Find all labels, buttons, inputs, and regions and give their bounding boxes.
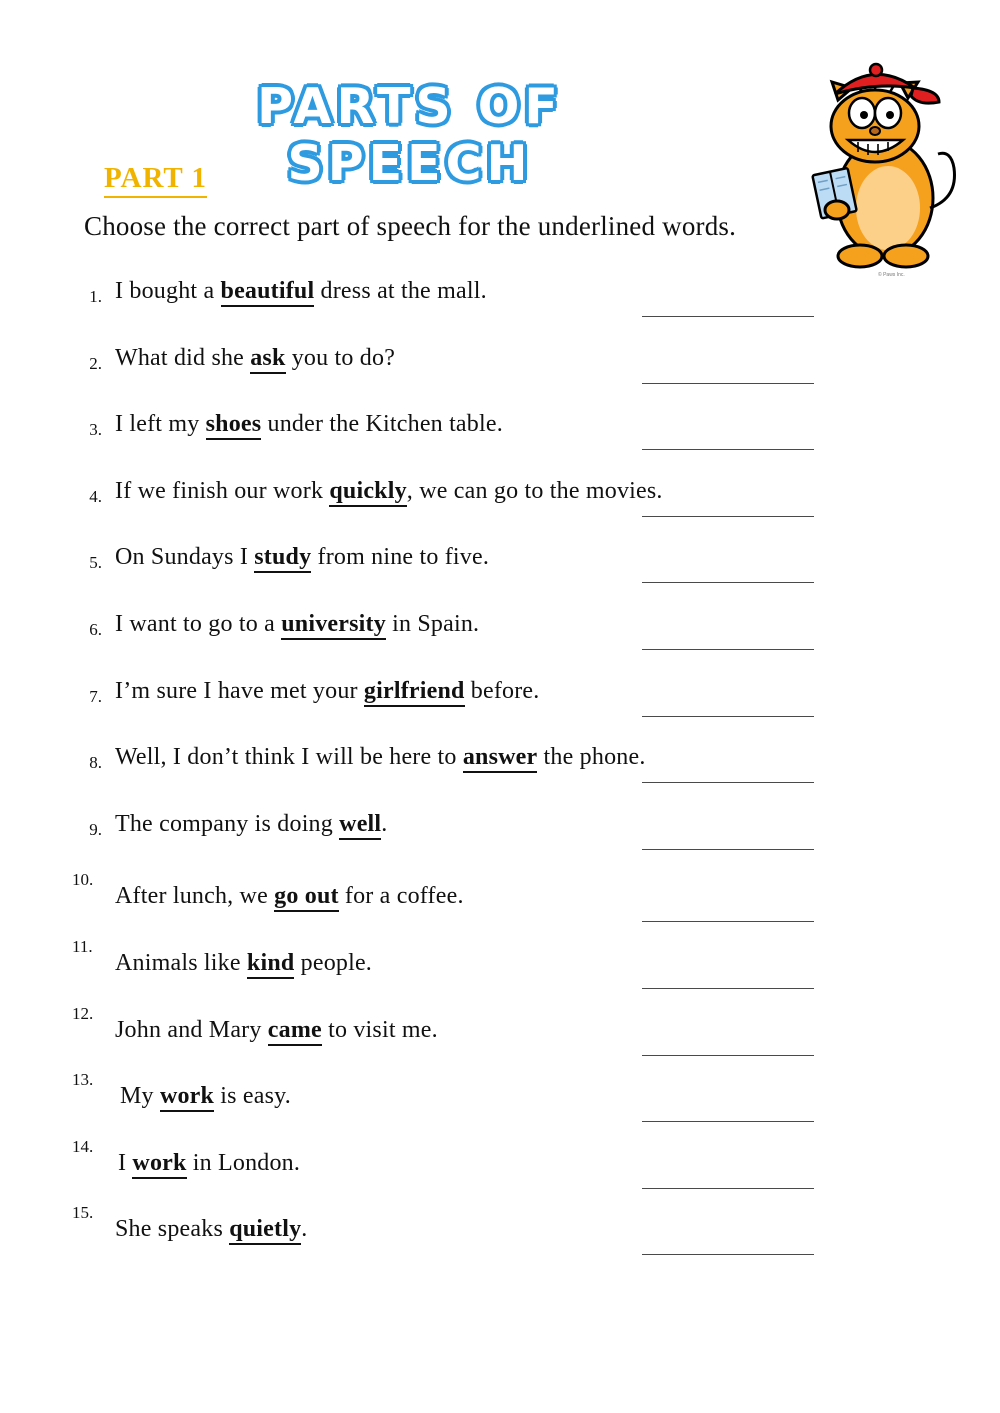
answer-blank[interactable] bbox=[642, 782, 814, 783]
question-text: If we finish our work quickly, we can go to the movies. bbox=[115, 478, 663, 505]
answer-blank[interactable] bbox=[642, 921, 814, 922]
underlined-word: shoes bbox=[206, 411, 262, 440]
question-number: 15. bbox=[72, 1203, 94, 1223]
underlined-word: answer bbox=[463, 744, 538, 773]
question-text: I left my shoes under the Kitchen table. bbox=[115, 411, 503, 438]
question-row bbox=[70, 345, 830, 412]
answer-blank[interactable] bbox=[642, 316, 814, 317]
answer-blank[interactable] bbox=[642, 1188, 814, 1189]
answer-blank[interactable] bbox=[642, 716, 814, 717]
underlined-word: work bbox=[160, 1083, 214, 1112]
question-number: 12. bbox=[72, 1003, 94, 1023]
question-row bbox=[70, 544, 830, 611]
underlined-word: well bbox=[339, 811, 381, 840]
question-row bbox=[70, 611, 830, 678]
answer-blank[interactable] bbox=[642, 582, 814, 583]
question-row bbox=[70, 870, 830, 944]
answer-blank[interactable] bbox=[642, 449, 814, 450]
questions-list bbox=[70, 278, 830, 1277]
question-number: 7. bbox=[89, 686, 102, 706]
question-row bbox=[70, 1003, 830, 1078]
question-text: She speaks quietly. bbox=[115, 1216, 307, 1243]
underlined-word: kind bbox=[247, 950, 295, 979]
underlined-word: work bbox=[132, 1150, 186, 1179]
question-text: I’m sure I have met your girlfriend before. bbox=[115, 678, 539, 705]
copyright-note: © Paws Inc. bbox=[878, 272, 905, 278]
question-text: Animals like kind people. bbox=[115, 950, 372, 977]
question-row bbox=[70, 1070, 830, 1144]
question-row bbox=[70, 278, 830, 345]
question-number: 9. bbox=[89, 819, 102, 839]
question-number: 14. bbox=[72, 1136, 94, 1156]
question-row bbox=[70, 1136, 830, 1211]
question-text: Well, I don’t think I will be here to answer the phone. bbox=[115, 744, 646, 771]
question-number: 3. bbox=[89, 420, 102, 440]
question-number: 10. bbox=[72, 870, 94, 890]
page-title: PARTS OF SPEECH bbox=[257, 78, 563, 192]
underlined-word: girlfriend bbox=[364, 678, 465, 707]
underlined-word: quickly bbox=[329, 478, 406, 507]
question-number: 6. bbox=[89, 619, 102, 639]
question-row bbox=[70, 744, 830, 811]
question-number: 2. bbox=[89, 353, 102, 373]
question-text: After lunch, we go out for a coffee. bbox=[115, 883, 464, 910]
question-number: 5. bbox=[89, 553, 102, 573]
question-text: On Sundays I study from nine to five. bbox=[115, 544, 489, 571]
answer-blank[interactable] bbox=[642, 988, 814, 989]
question-text: John and Mary came to visit me. bbox=[115, 1017, 438, 1044]
question-number: 1. bbox=[89, 287, 102, 306]
question-row bbox=[70, 411, 830, 478]
question-row bbox=[70, 678, 830, 745]
answer-blank[interactable] bbox=[642, 1121, 814, 1122]
question-text: What did she ask you to do? bbox=[115, 345, 395, 372]
answer-blank[interactable] bbox=[642, 1055, 814, 1056]
answer-blank[interactable] bbox=[642, 516, 814, 517]
answer-blank[interactable] bbox=[642, 649, 814, 650]
garfield-illustration bbox=[780, 58, 970, 288]
question-number: 8. bbox=[89, 753, 102, 773]
answer-blank[interactable] bbox=[642, 849, 814, 850]
question-row bbox=[70, 1203, 830, 1277]
question-row bbox=[70, 478, 830, 545]
question-row bbox=[70, 811, 830, 878]
question-number: 13. bbox=[72, 1070, 94, 1090]
underlined-word: quietly bbox=[229, 1216, 301, 1245]
question-text: I bought a beautiful dress at the mall. bbox=[115, 278, 487, 305]
question-text: My work is easy. bbox=[120, 1083, 291, 1110]
question-number: 4. bbox=[89, 486, 102, 506]
answer-blank[interactable] bbox=[642, 383, 814, 384]
underlined-word: ask bbox=[250, 345, 285, 374]
part-label: PART 1 bbox=[104, 162, 207, 198]
underlined-word: beautiful bbox=[221, 278, 315, 307]
underlined-word: go out bbox=[274, 883, 339, 912]
answer-blank[interactable] bbox=[642, 1254, 814, 1255]
question-text: I want to go to a university in Spain. bbox=[115, 611, 479, 638]
question-text: I work in London. bbox=[118, 1150, 300, 1177]
instruction-text: Choose the correct part of speech for the underlined words. bbox=[84, 211, 737, 241]
underlined-word: came bbox=[268, 1017, 322, 1046]
question-number: 11. bbox=[72, 936, 93, 956]
underlined-word: study bbox=[254, 544, 311, 573]
question-row bbox=[70, 936, 830, 1011]
underlined-word: university bbox=[281, 611, 386, 640]
question-text: The company is doing well. bbox=[115, 811, 388, 838]
